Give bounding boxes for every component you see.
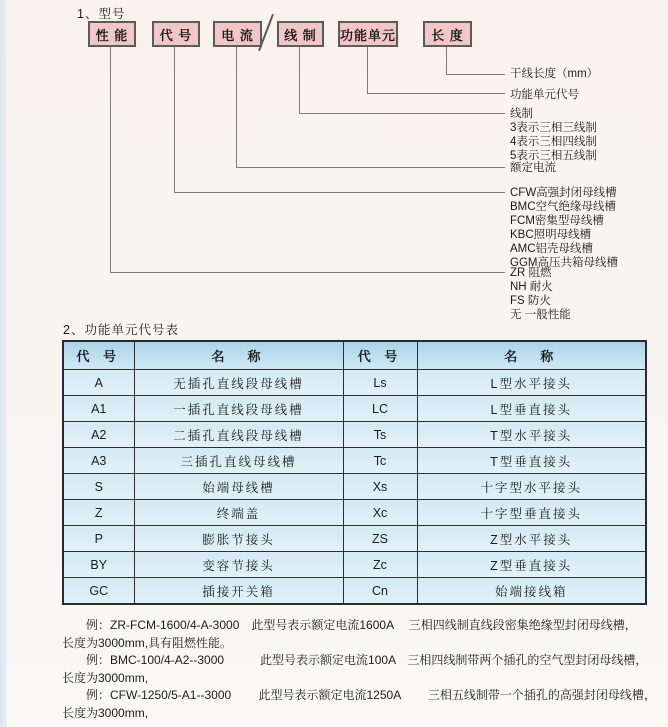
code-cell: A2 — [63, 422, 134, 448]
code-cell: S — [63, 474, 134, 500]
table-row — [63, 422, 646, 448]
example-notes — [62, 617, 664, 722]
annotation-line: 功能单元代号 — [510, 89, 579, 101]
name-cell: L型垂直接头 — [417, 396, 646, 422]
model-box-functional-unit: 功能单元 — [338, 21, 398, 47]
example-line: 长度为3000mm, — [62, 705, 149, 720]
annotation-line: 3表示三相三线制 — [510, 122, 597, 134]
column-header-code-right: 代 号 — [343, 341, 417, 370]
code-cell: A — [63, 370, 134, 396]
name-cell: Z型垂直接头 — [417, 552, 646, 578]
annotation-line: ZR 阻燃 — [510, 267, 552, 279]
annotation-functional-unit — [510, 88, 579, 102]
name-cell: 一插孔直线段母线槽 — [134, 396, 343, 422]
code-cell: LC — [343, 396, 417, 422]
code-cell: BY — [63, 552, 134, 578]
section1-title: 1、型号 — [77, 7, 126, 21]
annotation-line: NH 耐火 — [510, 281, 553, 293]
name-cell: 始端母线槽 — [134, 474, 343, 500]
code-cell: Xc — [343, 500, 417, 526]
annotation-line: 干线长度（mm） — [510, 68, 599, 80]
code-cell: Tc — [343, 448, 417, 474]
column-header-code-left: 代 号 — [63, 341, 134, 370]
annotation-wires — [510, 107, 597, 163]
name-cell: 始端接线箱 — [417, 578, 646, 605]
table-row — [63, 370, 646, 396]
annotation-line: CFW高强封闭母线槽 — [510, 187, 617, 199]
name-cell: 二插孔直线段母线槽 — [134, 422, 343, 448]
model-box-length: 长 度 — [423, 21, 472, 47]
name-cell: 变容节接头 — [134, 552, 343, 578]
table-row — [63, 448, 646, 474]
page-edge-strip — [0, 0, 7, 727]
annotation-line: FS 防火 — [510, 295, 551, 307]
example-line: 例：BMC-100/4-A2--3000 此型号表示额定电流100A 三相四线制带两个插孔的空气型封闭母线槽， — [62, 653, 648, 667]
connector-length — [446, 47, 505, 75]
code-cell: ZS — [343, 526, 417, 552]
section2-title: 2、功能单元代号表 — [63, 323, 179, 337]
model-box-code: 代 号 — [152, 21, 200, 47]
table-row — [63, 526, 646, 552]
annotation-rated-current — [510, 161, 556, 175]
code-cell: Cn — [343, 578, 417, 605]
code-cell: P — [63, 526, 134, 552]
model-box-current: 电 流 — [213, 21, 262, 47]
name-cell: T型水平接头 — [417, 422, 646, 448]
name-cell: L型水平接头 — [417, 370, 646, 396]
example-line: 长度为3000mm, — [62, 670, 149, 685]
model-box-performance: 性 能 — [88, 21, 136, 47]
code-cell: Ls — [343, 370, 417, 396]
annotation-line: KBC照明母线槽 — [510, 229, 592, 241]
name-cell: 无插孔直线段母线槽 — [134, 370, 343, 396]
column-header-name-left: 名 称 — [134, 341, 343, 370]
code-cell: GC — [63, 578, 134, 605]
name-cell: Z型水平接头 — [417, 526, 646, 552]
table-row — [63, 552, 646, 578]
code-cell: A1 — [63, 396, 134, 422]
example-line: 长度为3000mm,具有阻燃性能。 — [62, 635, 233, 650]
annotation-line: 4表示三相四线制 — [510, 136, 597, 148]
annotation-line: GGM高压共箱母线槽 — [510, 257, 618, 269]
name-cell: 十字型水平接头 — [417, 474, 646, 500]
annotation-line: AMC铝壳母线槽 — [510, 243, 594, 255]
name-cell: 三插孔直线母线槽 — [134, 448, 343, 474]
table-row — [63, 578, 646, 605]
example-line: 例：CFW-1250/5-A1--3000 此型号表示额定电流1250A 三相五线制带一个插孔的高强封闭母线槽， — [62, 688, 656, 702]
table-row — [63, 500, 646, 526]
table-row — [63, 474, 646, 500]
code-cell: Z — [63, 500, 134, 526]
code-cell: Ts — [343, 422, 417, 448]
table-header-row — [63, 341, 646, 370]
name-cell: 终端盖 — [134, 500, 343, 526]
name-cell: 插接开关箱 — [134, 578, 343, 605]
annotation-line: 无 一般性能 — [510, 309, 571, 321]
name-cell: T型垂直接头 — [417, 448, 646, 474]
annotation-product-code — [510, 186, 618, 270]
table-body — [63, 370, 646, 605]
annotation-line: 线制 — [510, 108, 533, 120]
code-cell: Xs — [343, 474, 417, 500]
example-line: 例：ZR-FCM-1600/4-A-3000 此型号表示额定电流1600A 三相四线制直线段密集绝缘型封闭母线槽， — [62, 618, 637, 632]
code-cell: A3 — [63, 448, 134, 474]
code-cell: Zc — [343, 552, 417, 578]
annotation-line: FCM密集型母线槽 — [510, 215, 604, 227]
functional-unit-code-table — [62, 340, 647, 605]
annotation-line: BMC空气绝缘母线槽 — [510, 201, 617, 213]
column-header-name-right: 名 称 — [417, 341, 646, 370]
name-cell: 十字型垂直接头 — [417, 500, 646, 526]
model-box-wires: 线 制 — [277, 21, 324, 47]
annotation-length — [510, 67, 598, 81]
annotation-line: 5表示三相五线制 — [510, 150, 597, 162]
annotation-line: 额定电流 — [510, 162, 556, 174]
table-row — [63, 396, 646, 422]
annotation-performance — [510, 266, 571, 322]
name-cell: 膨胀节接头 — [134, 526, 343, 552]
